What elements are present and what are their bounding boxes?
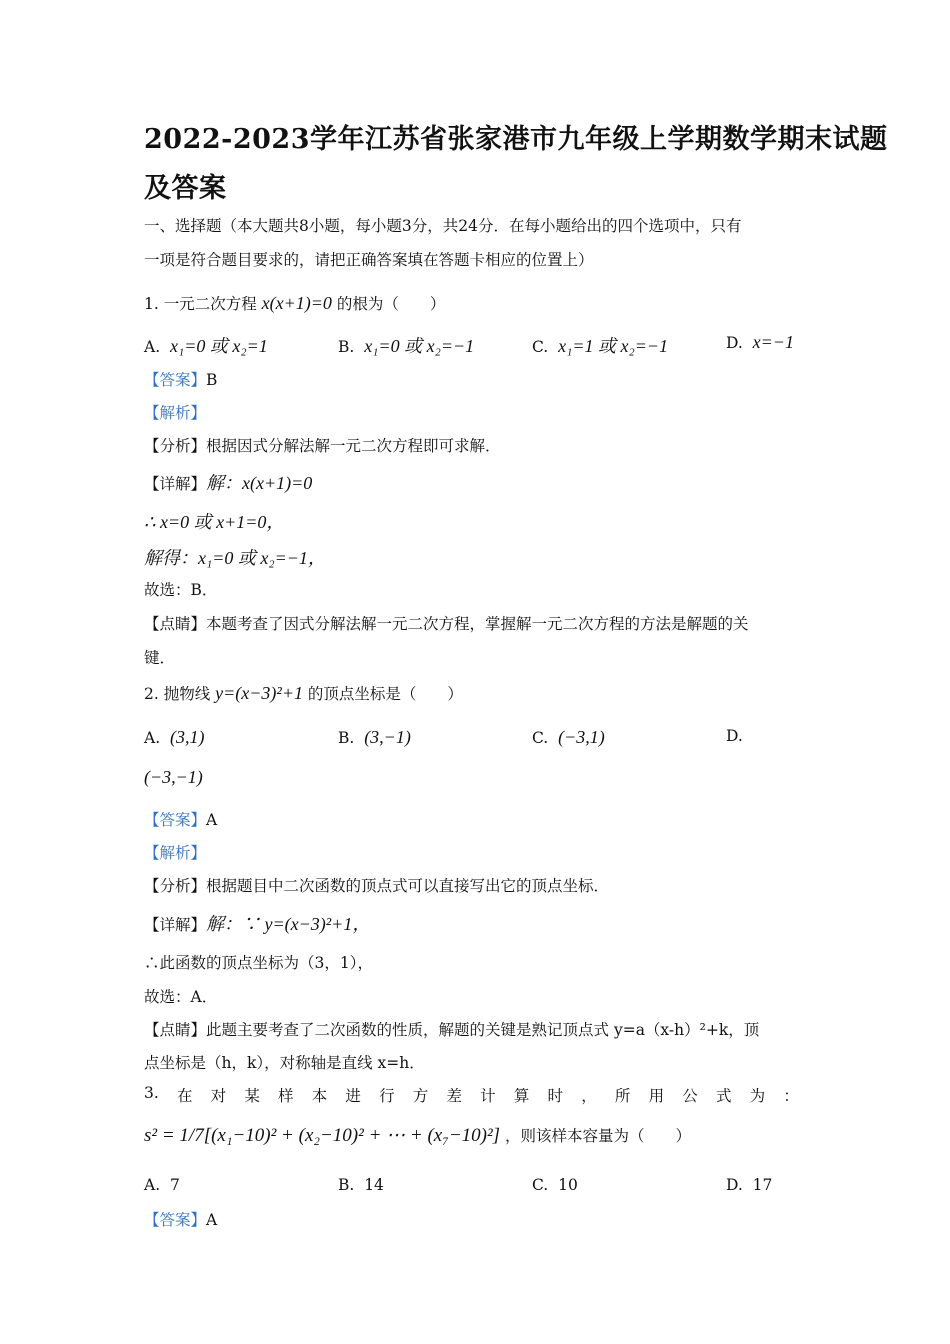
question-1-number: 1. 一元二次方程: [144, 295, 257, 313]
q2-analysis-tag: 【解析】: [144, 844, 207, 862]
q1-option-c: C. x₁=1 或 x₂=−1: [532, 336, 669, 356]
answer-tag: 【答案】: [144, 371, 207, 389]
q3-option-a: A. 7: [144, 1176, 180, 1194]
question-1-equation: x(x+1)=0: [261, 293, 332, 313]
q1-detail: 【详解】解：x(x+1)=0: [144, 473, 313, 493]
section-heading-continued: 一项是符合题目要求的，请把正确答案填在答题卡相应的位置上）: [144, 251, 594, 269]
answer-value: B: [206, 371, 218, 389]
q1-comment: 【点睛】本题考查了因式分解法解一元二次方程，掌握解一元二次方程的方法是解题的关: [144, 615, 749, 633]
question-3-tail: ，则该样本容量为（ ）: [505, 1127, 692, 1145]
q2-detail: 【详解】解：∵ y=(x−3)²+1，: [144, 914, 371, 934]
q2-option-b: B. (3,−1): [338, 727, 411, 747]
q1-analysis-tag: 【解析】: [144, 404, 207, 422]
q3-option-b: B. 14: [338, 1176, 384, 1194]
q1-answer: [144, 368, 217, 390]
q1-step-1: ∴ x=0 或 x+1=0，: [144, 512, 285, 532]
q2-comment-continued: 点坐标是（h，k），对称轴是直线 x=h．: [144, 1054, 425, 1072]
q2-step-1: ∴此函数的顶点坐标为（3，1），: [144, 954, 373, 972]
q1-option-b: B. x₁=0 或 x₂=−1: [338, 336, 475, 356]
variance-formula: s² = 1/7[(x₁−10)² + (x₂−10)² + ⋯ + (x₇−10)²]: [144, 1125, 501, 1146]
q2-option-d-value: (−3,−1): [144, 767, 203, 787]
q1-step-2: 解得：x₁=0 或 x₂=−1，: [144, 548, 326, 568]
q3-option-c: C. 10: [532, 1176, 578, 1194]
question-2: 2. 抛物线 y=(x−3)²+1 的顶点坐标是（ ）: [144, 683, 463, 703]
q2-option-d-letter: D.: [726, 727, 743, 745]
page-title: 2022-2023学年江苏省张家港市九年级上学期数学期末试题: [144, 124, 888, 155]
q1-option-d: D. x=−1: [726, 332, 794, 352]
question-1-tail: 的根为（ ）: [336, 295, 446, 313]
q2-option-c: C. (−3,1): [532, 727, 605, 747]
q1-choose: 故选：B．: [144, 581, 218, 599]
q3-option-d: D. 17: [726, 1176, 773, 1194]
q1-comment-continued: 键．: [144, 649, 176, 667]
q3-answer: 【答案】A: [144, 1211, 218, 1229]
page-title-continued: 及答案: [144, 173, 227, 204]
q2-fenxi: 【分析】根据题目中二次函数的顶点式可以直接写出它的顶点坐标．: [144, 877, 610, 895]
question-2-equation: y=(x−3)²+1: [215, 683, 303, 703]
q1-option-a: A. x₁=0 或 x₂=1: [144, 336, 268, 356]
question-3-formula-line: [144, 1124, 691, 1147]
q2-option-a: A. (3,1): [144, 727, 205, 747]
q2-choose: 故选：A．: [144, 988, 218, 1006]
section-heading: 一、选择题（本大题共8小题，每小题3分，共24分．在每小题给出的四个选项中，只有: [144, 217, 742, 235]
q2-answer: 【答案】A: [144, 811, 218, 829]
question-1: [144, 292, 445, 314]
q1-fenxi: 【分析】根据因式分解法解一元二次方程即可求解．: [144, 437, 501, 455]
question-3-line: 3. 在 对 某 样 本 进 行 方 差 计 算 时 ， 所 用 公 式 为 ：: [144, 1084, 799, 1105]
q2-comment: 【点睛】此题主要考查了二次函数的性质，解题的关键是熟记顶点式 y=a（x-h）²+k，顶: [144, 1021, 760, 1039]
